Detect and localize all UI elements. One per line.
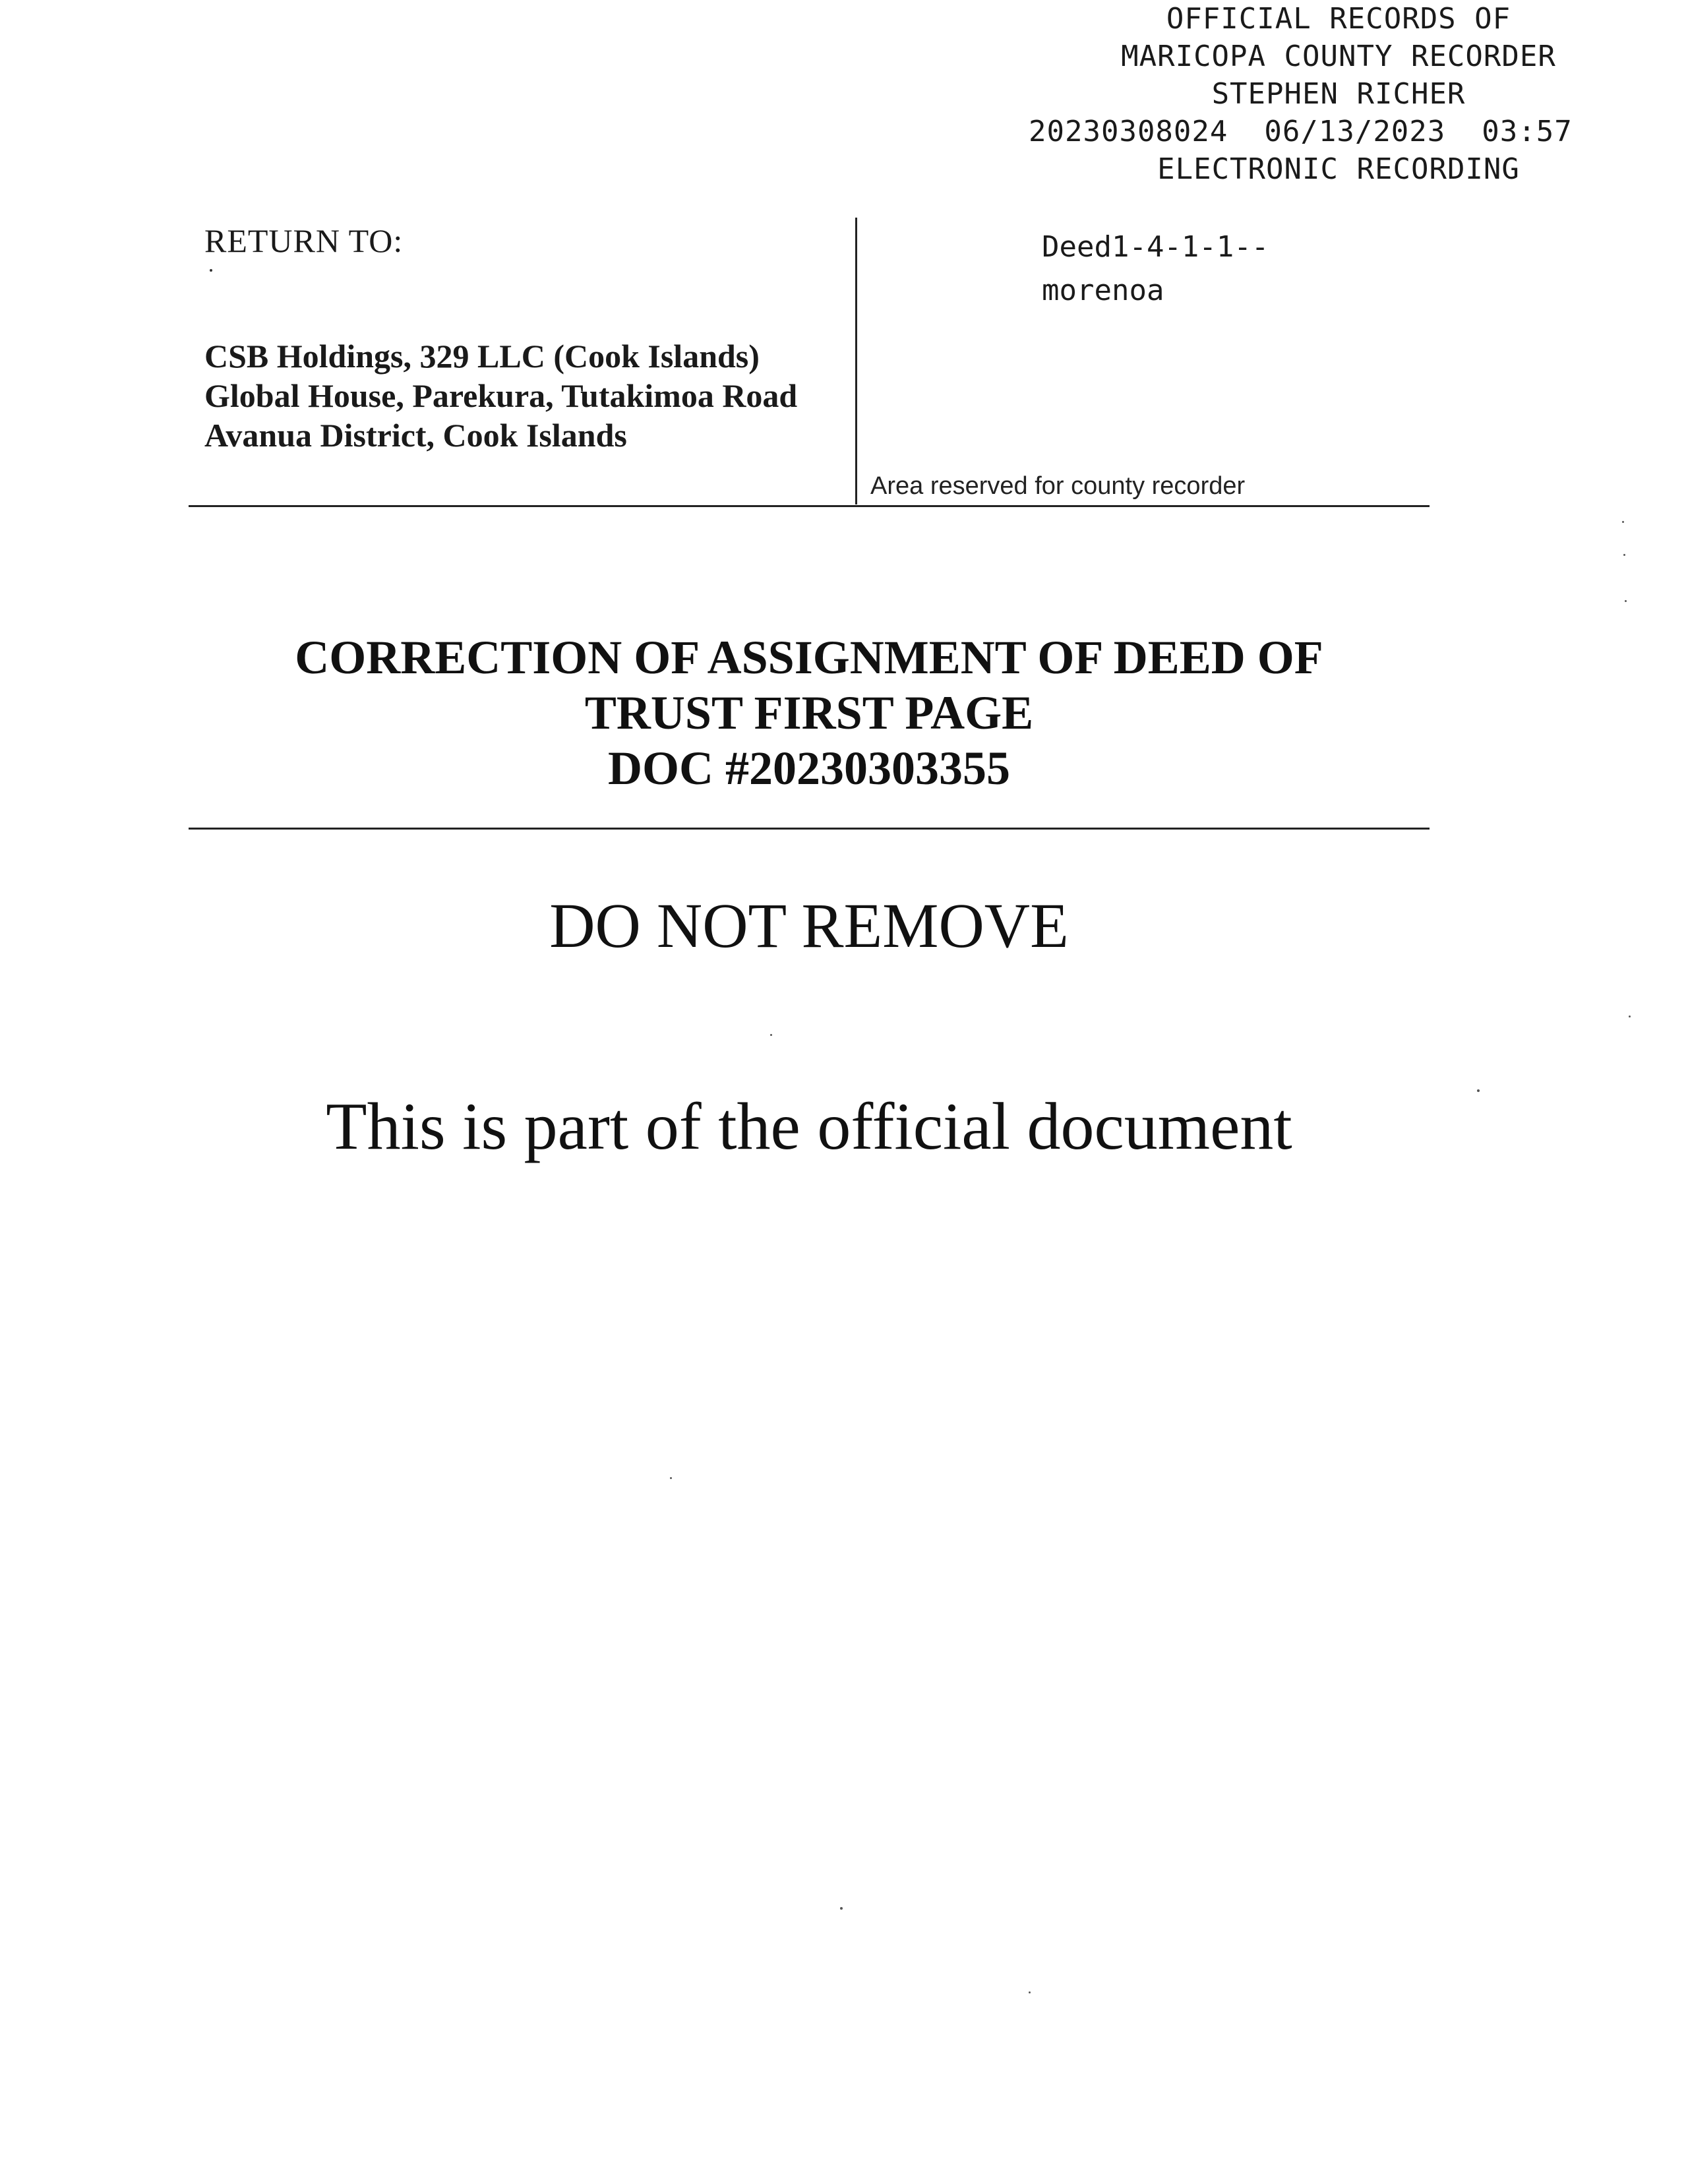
scan-speck (1029, 1991, 1031, 1993)
scan-speck (770, 1034, 772, 1036)
scan-dot (210, 269, 212, 272)
return-to-label: RETURN TO: (204, 222, 404, 259)
stamp-line-official-records: OFFICIAL RECORDS OF (1166, 2, 1511, 36)
recorder-code (1042, 226, 1269, 313)
scan-speck (840, 1907, 843, 1910)
stamp-line-recorder-name: STEPHEN RICHER (1211, 77, 1466, 111)
header-divider (189, 505, 1430, 507)
address-line-3: Avanua District, Cook Islands (204, 417, 627, 454)
stamp-line-county-recorder: MARICOPA COUNTY RECORDER (1121, 40, 1556, 73)
scan-speck (1623, 554, 1625, 556)
scan-speck (1629, 1016, 1631, 1017)
return-address (204, 336, 797, 455)
do-not-remove-heading: DO NOT REMOVE (549, 890, 1069, 961)
scan-speck (1625, 600, 1627, 602)
scan-speck (1622, 521, 1624, 523)
official-document-note: This is part of the official document (326, 1089, 1292, 1164)
recorder-stamp (1029, 0, 1688, 188)
title-line-3: DOC #20230303355 (608, 742, 1010, 795)
recorder-code-line-2: morenoa (1042, 274, 1164, 307)
title-divider (189, 828, 1430, 830)
stamp-line-recording-type: ELECTRONIC RECORDING (1157, 152, 1520, 186)
vertical-divider (855, 218, 857, 504)
stamp-line-record-number-datetime: 20230308024 06/13/2023 03:57 (1029, 115, 1573, 148)
scan-speck (1477, 1089, 1480, 1092)
title-line-1: CORRECTION OF ASSIGNMENT OF DEED OF (295, 631, 1323, 684)
address-line-1: CSB Holdings, 329 LLC (Cook Islands) (204, 338, 760, 375)
recorder-code-line-1: Deed1-4-1-1-- (1042, 230, 1269, 264)
title-line-2: TRUST FIRST PAGE (584, 686, 1034, 739)
scan-speck (670, 1477, 672, 1479)
document-title (189, 630, 1430, 796)
area-reserved-label: Area reserved for county recorder (870, 472, 1246, 500)
address-line-2: Global House, Parekura, Tutakimoa Road (204, 377, 798, 414)
